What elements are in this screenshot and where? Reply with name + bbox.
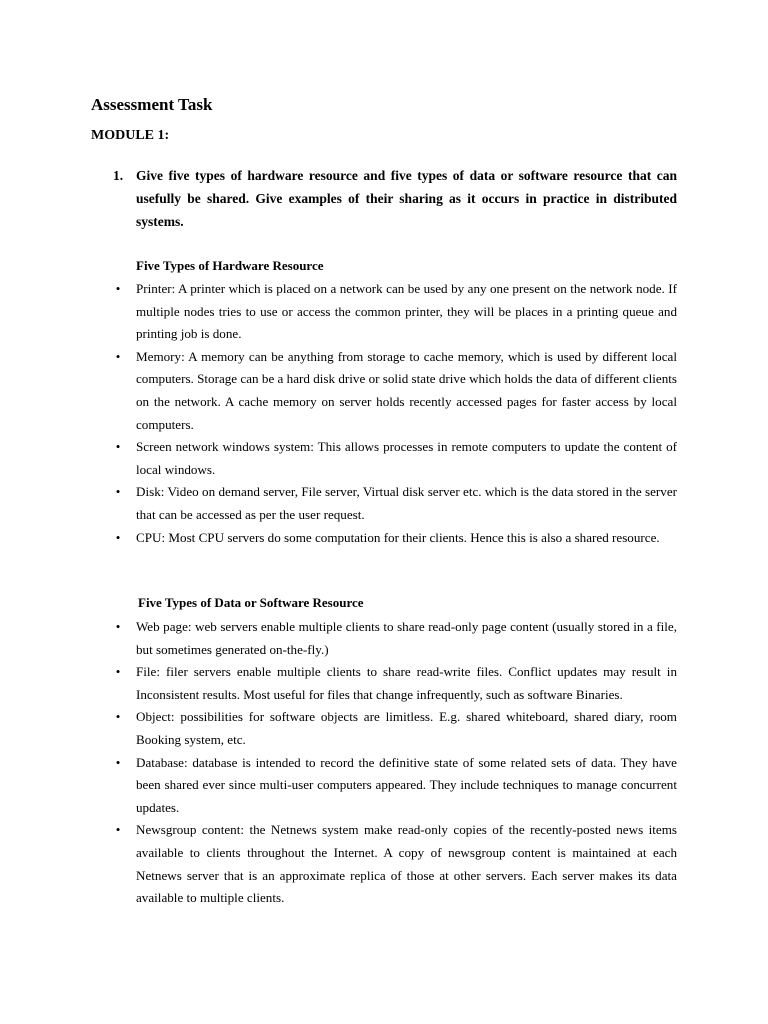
module-heading: MODULE 1: [91,128,170,143]
list-item [113,527,677,550]
list-item-text: Object: possibilities for software objects are limitless. E.g. shared whiteboard, shared diary, room Booking system, etc. [136,709,677,747]
list-item-text: CPU: Most CPU servers do some computation for their clients. Hence this is also a shared resource. [136,529,660,545]
bullet-icon: • [115,754,121,770]
bullet-icon: • [115,664,121,680]
list-item [113,752,677,820]
list-item-text: Newsgroup content: the Netnews system make read-only copies of the recently-posted news items available to clients throughout the Internet. A copy of newsgroup content is maintained at each Netnews server that is an approximate replica of those at other servers. Each server makes its data available to multiple clients. [136,822,677,906]
hardware-heading: Five Types of Hardware Resource [136,258,324,273]
list-item [113,346,677,436]
list-item [113,616,677,661]
list-item-text: File: filer servers enable multiple clients to share read-write files. Conflict updates may result in Inconsistent results. Most useful for files that change infrequently, such as software Binaries. [136,664,677,702]
list-item-text: Web page: web servers enable multiple clients to share read-only page content (usually stored in a file, but sometimes generated on-the-fly.) [136,619,677,657]
list-item [113,661,677,706]
bullet-icon: • [115,348,121,364]
question-text: Give five types of hardware resource and five types of data or software resource that can usefully be shared. Give examples of their sharing as it occurs in practice in distributed systems. [136,168,677,229]
bullet-icon: • [115,709,121,725]
bullet-icon: • [115,619,121,634]
list-item-text: Database: database is intended to record the definitive state of some related sets of data. They have been shared ever since multi-user computers appeared. They include techniques to manage concurrent updates. [136,754,677,815]
bullet-icon: • [115,439,121,455]
list-item-text: Printer: A printer which is placed on a network can be used by any one present on the network node. If multiple nodes tries to use or access the common printer, they will be places in a printing queue and printing job is done. [136,281,677,342]
bullet-icon: • [115,529,121,545]
list-item [113,278,677,346]
list-item [113,481,677,526]
software-heading: Five Types of Data or Software Resource [138,595,364,610]
list-item-text: Screen network windows system: This allows processes in remote computers to update the content of local windows. [136,439,677,477]
question-1 [113,164,677,233]
hardware-list [113,278,677,549]
question-number: 1. [113,168,124,183]
list-item [113,436,677,481]
list-item-text: Disk: Video on demand server, File server, Virtual disk server etc. which is the data stored in the server that can be accessed as per the user request. [136,484,677,522]
list-item [113,706,677,751]
document-title: Assessment Task [91,95,213,114]
software-list [113,616,677,910]
list-item-text: Memory: A memory can be anything from storage to cache memory, which is used by different local computers. Storage can be a hard disk drive or solid state drive which holds the data of different clients on the network. A cache memory on server holds recently accessed pages for faster access by local computers. [136,348,677,432]
list-item [113,819,677,909]
bullet-icon: • [115,281,121,296]
bullet-icon: • [115,484,121,500]
bullet-icon: • [115,822,121,838]
